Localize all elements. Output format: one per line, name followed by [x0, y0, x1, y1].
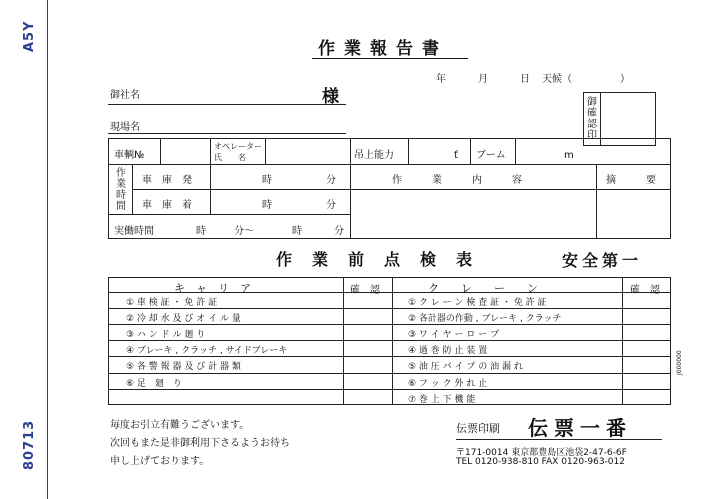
- inspection-row-line: [108, 373, 671, 374]
- inspection-row-line: [108, 324, 671, 325]
- title-underline: [312, 58, 468, 59]
- inspection-title: 作業前点検表: [276, 250, 493, 269]
- crane-item: ⑥ フ ッ ク 外 れ 止: [408, 378, 488, 389]
- date-day: 日: [520, 74, 530, 85]
- date-month: 月: [478, 74, 488, 85]
- lift-capacity-label: 吊上能力: [354, 150, 394, 161]
- barcode-text: J000000: [676, 350, 683, 375]
- printer-label: 伝票印刷: [456, 422, 500, 435]
- carrier-item: ① 車 検 証 ・ 免 許 証: [126, 298, 218, 308]
- brand-name: 伝票一番: [528, 416, 632, 440]
- carrier-item: ② 冷 却 水 及 び オ イ ル 量: [126, 314, 241, 325]
- form-code-bottom: 80713: [22, 419, 37, 470]
- inspection-row-line: [108, 308, 671, 309]
- safety-first: 安全第一: [562, 251, 643, 270]
- inspection-row-line: [108, 356, 671, 357]
- crane-header: ク レ ー ン: [428, 282, 538, 295]
- crane-check-header: 確 認: [630, 285, 660, 296]
- crane-item: ④ 過 巻 防 止 装 置: [408, 346, 488, 357]
- date-year: 年: [436, 74, 446, 85]
- depart-minute: 分: [326, 175, 336, 186]
- vehicle-no-label: 車輌№: [114, 150, 145, 161]
- actual-hour-end: 時: [292, 226, 302, 237]
- depart-label: 車 庫 発: [142, 175, 192, 186]
- carrier-item: ⑥ 足 廻 り: [126, 378, 182, 389]
- crane-item: ⑦ 巻 上 下 機 能: [408, 394, 476, 405]
- brand-underline: [456, 439, 662, 440]
- crane-item: ② 各計器の作動 , ブレーキ , クラッチ: [408, 314, 562, 325]
- form-code-top: A5Y: [22, 20, 37, 52]
- arrive-label: 車 庫 着: [142, 200, 192, 211]
- customer-label: 御社名: [110, 90, 140, 101]
- thanks-line-2: 次回もまた是非御利用下さるようお待ち: [110, 438, 290, 449]
- customer-line: [108, 104, 346, 105]
- thanks-line-3: 申し上げております。: [110, 456, 210, 467]
- operator-label-bottom: 氏 名: [214, 153, 246, 162]
- confirm-seal-label: 御確認印: [587, 97, 597, 141]
- operator-label-top: オペレーター: [214, 142, 262, 151]
- carrier-item: ④ ブレーキ , クラッチ , サイドブレーキ: [126, 346, 288, 357]
- weather-close: ）: [620, 74, 630, 85]
- carrier-item: ⑤ 各 警 報 器 及 び 計 器 類: [126, 362, 241, 373]
- form-title: 作業報告書: [318, 39, 448, 59]
- site-line: [108, 133, 346, 134]
- crane-item: ① ク レ ー ン 検 査 証 ・ 免 許 証: [408, 298, 547, 308]
- remarks-header: 摘 要: [606, 175, 656, 186]
- work-content-header: 作 業 内 容: [392, 175, 522, 186]
- crane-item: ③ ワ イ ヤ ー ロ ー プ: [408, 330, 500, 341]
- actual-time-label: 実働時間: [114, 226, 154, 237]
- inspection-row-line: [108, 389, 671, 390]
- crane-item: ⑤ 油 圧 パ イ プ の 油 漏 れ: [408, 362, 523, 373]
- carrier-item: ③ ハ ン ド ル 廻 り: [126, 330, 206, 341]
- inspection-row-line: [108, 292, 671, 293]
- boom-label: ブーム: [476, 150, 506, 161]
- ton-unit: ť: [454, 150, 458, 161]
- actual-min-range: 分～: [234, 226, 254, 237]
- meter-unit: m: [564, 150, 574, 161]
- thanks-line-1: 毎度お引立有難うございます。: [110, 420, 250, 431]
- site-label: 現場名: [110, 122, 140, 133]
- arrive-hour: 時: [262, 200, 272, 211]
- carrier-check-header: 確 認: [350, 285, 380, 296]
- arrive-minute: 分: [326, 200, 336, 211]
- work-time-label: 作業時間: [116, 168, 126, 212]
- tel-fax: TEL 0120-938-810 FAX 0120-963-012: [456, 457, 625, 467]
- sama-honorific: 様: [322, 87, 339, 107]
- carrier-header: キ ャ リ ア: [174, 282, 251, 295]
- inspection-row-line: [108, 340, 671, 341]
- actual-min-end: 分: [334, 226, 344, 237]
- depart-hour: 時: [262, 175, 272, 186]
- actual-hour: 時: [196, 226, 206, 237]
- address: 〒171-0014 東京都豊島区池袋2-47-6-6F: [456, 448, 627, 458]
- weather-label: 天候（: [542, 74, 572, 85]
